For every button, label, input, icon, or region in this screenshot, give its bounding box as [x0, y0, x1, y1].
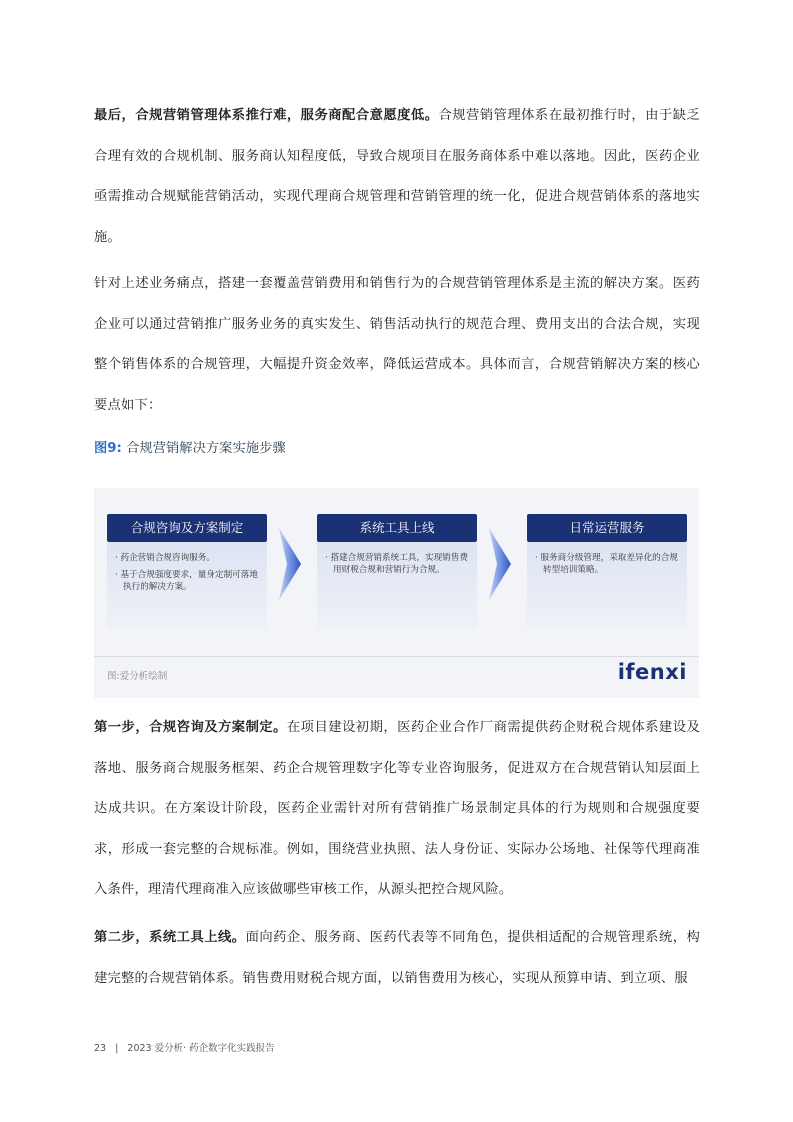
chevron-right-icon	[489, 528, 511, 600]
step-bullet: · 基于合规强度要求，量身定制可落地执行的解决方案。	[115, 570, 258, 592]
step-body	[317, 542, 477, 629]
paragraph-step-one	[94, 708, 700, 911]
page-number: 23	[94, 1043, 107, 1054]
step-title: 合规咨询及方案制定	[107, 514, 267, 542]
report-title: 2023 爱分析· 药企数字化实践报告	[127, 1043, 275, 1054]
figure-steps-diagram	[94, 488, 699, 698]
step-card-system-launch	[317, 514, 477, 629]
paragraph-compliance-difficulty	[94, 96, 700, 258]
step-body	[107, 542, 267, 629]
chevron-right-icon	[279, 528, 301, 600]
paragraph-text: 在项目建设初期，医药企业合作厂商需提供药企财税合规体系建设及落地、服务商合规服务框架、药企合规管理数字化等专业咨询服务，促进双方在合规营销认知层面上达成共识。在方案设计阶段，医药企业需针对所有营销推广场景制定具体的行为规则和合规强度要求，形成一套完整的合规标准。例如，围绕营业执照、法人身份证、实际办公场地、社保等代理商准入条件，理清代理商准入应该做哪些审核工作，从源头把控合规风险。	[94, 720, 700, 897]
figure-source: 图:爱分析绘制	[107, 671, 168, 682]
footer-separator: |	[115, 1043, 119, 1054]
paragraph-lead: 第二步，系统工具上线。	[94, 930, 246, 945]
paragraph-text: 针对上述业务痛点，搭建一套覆盖营销费用和销售行为的合规营销管理体系是主流的解决方案。医药企业可以通过营销推广服务业务的真实发生、销售活动执行的规范合理、费用支出的合法合规，实现整个销售体系的合规管理，大幅提升资金效率，降低运营成本。具体而言，合规营销解决方案的核心要点如下：	[94, 276, 700, 413]
paragraph-text: 合规营销管理体系在最初推行时，由于缺乏合理有效的合规机制、服务商认知程度低，导致合规项目在服务商体系中难以落地。因此，医药企业亟需推动合规赋能营销活动，实现代理商合规管理和营销管理的统一化，促进合规营销体系的落地实施。	[94, 108, 701, 245]
step-card-daily-operations	[527, 514, 687, 629]
step-bullet: · 搭建合规营销系统工具，实现销售费用财税合规和营销行为合规。	[325, 553, 468, 575]
step-body	[527, 542, 687, 629]
paragraph-text: 面向药企、服务商、医药代表等不同角色，提供相适配的合规管理系统，构建完整的合规营销体系。销售费用财税合规方面，以销售费用为核心，实现从预算申请、到立项、服	[94, 930, 700, 986]
step-title: 日常运营服务	[527, 514, 687, 542]
paragraph-solution-overview	[94, 264, 700, 426]
step-bullet: · 药企营销合规咨询服务。	[115, 553, 215, 563]
figure-title: 合规营销解决方案实施步骤	[126, 441, 286, 456]
paragraph-lead: 最后，合规营销管理体系推行难，服务商配合意愿度低。	[94, 108, 439, 123]
step-card-consulting	[107, 514, 267, 629]
figure-label: 图9:	[94, 441, 122, 456]
step-bullet: · 服务商分级管理，采取差异化的合规转型培训策略。	[535, 553, 678, 575]
ifenxi-logo: ifenxi	[617, 660, 687, 684]
figure-caption	[94, 437, 286, 461]
figure-divider	[94, 656, 699, 657]
paragraph-lead: 第一步，合规咨询及方案制定。	[94, 720, 287, 735]
step-title: 系统工具上线	[317, 514, 477, 542]
paragraph-step-two	[94, 918, 700, 999]
page-footer	[94, 1040, 275, 1054]
